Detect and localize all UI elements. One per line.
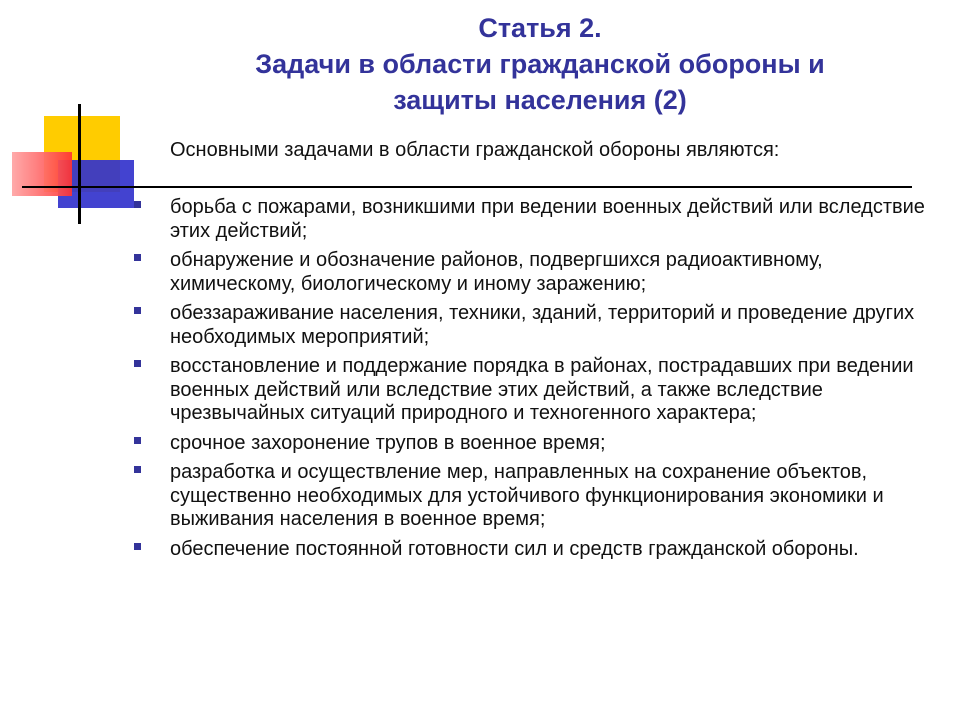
- list-item-text: обеспечение постоянной готовности сил и средств гражданской обороны.: [170, 537, 859, 560]
- title-line-2: Задачи в области гражданской обороны и: [255, 49, 825, 79]
- list-item-text: срочное захоронение трупов в военное время;: [170, 431, 606, 454]
- red-square-highlight: [12, 152, 72, 196]
- list-item-text: обнаружение и обозначение районов, подвергшихся радиоактивному, химическому, биологическому и иному заражению;: [170, 249, 823, 295]
- list-item-text: восстановление и поддержание порядка в районах, пострадавших при ведении военных действий или вследствие этих действий, а также вследствие чрезвычайных ситуаций природного и техногенного характера;: [170, 355, 914, 424]
- title-line-3: защиты населения (2): [393, 85, 687, 115]
- list-item: [132, 355, 932, 426]
- list-item: [132, 461, 932, 532]
- list-item: [132, 249, 932, 296]
- square-bullet-icon: [134, 543, 141, 550]
- list-item: [132, 196, 932, 243]
- title-line-1: Статья 2.: [478, 13, 602, 43]
- square-bullet-icon: [134, 201, 141, 208]
- list-item: [132, 432, 932, 456]
- list-item-text: разработка и осуществление мер, направленных на сохранение объектов, существенно необходимых для устойчивого функционирования экономики и выживания населения в военное время;: [170, 461, 884, 530]
- slide-title: [140, 10, 940, 118]
- square-bullet-icon: [134, 307, 141, 314]
- square-bullet-icon: [134, 254, 141, 261]
- list-item: [132, 538, 932, 562]
- vertical-rule: [78, 104, 81, 224]
- list-item-text: борьба с пожарами, возникшими при ведении военных действий или вследствие этих действий;: [170, 196, 925, 242]
- horizontal-rule: [22, 186, 912, 188]
- square-bullet-icon: [134, 360, 141, 367]
- intro-text: Основными задачами в области гражданской обороны являются:: [170, 139, 780, 161]
- task-list: [132, 196, 932, 567]
- list-item: [132, 302, 932, 349]
- square-bullet-icon: [134, 466, 141, 473]
- list-item-text: обеззараживание населения, техники, зданий, территорий и проведение других необходимых мероприятий;: [170, 302, 915, 348]
- square-bullet-icon: [134, 437, 141, 444]
